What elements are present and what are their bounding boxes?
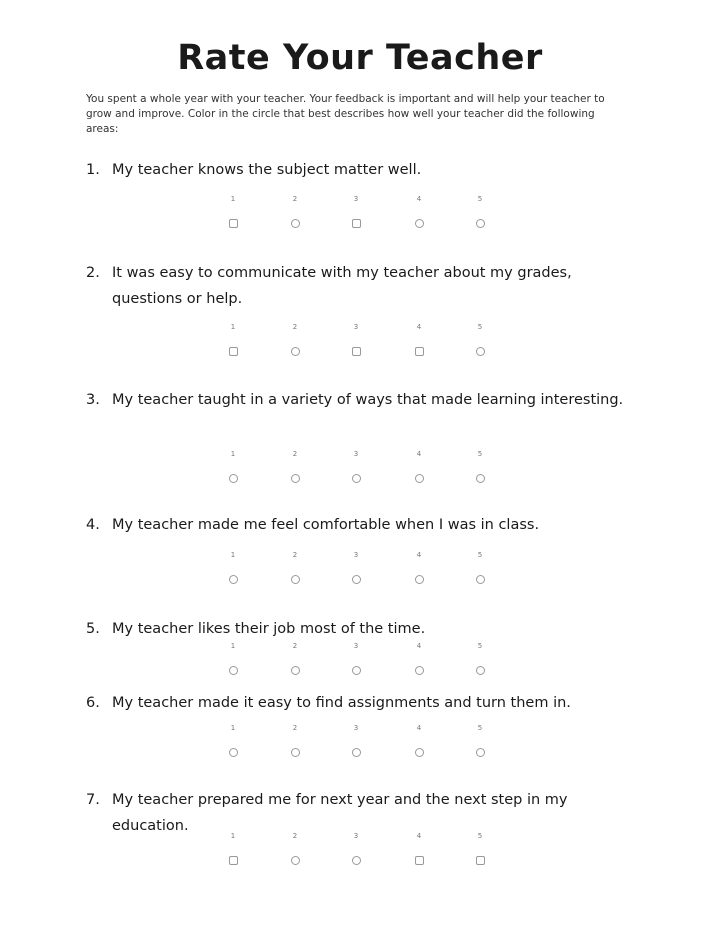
rating-circle[interactable] (476, 575, 485, 584)
rating-circle[interactable] (291, 474, 300, 483)
question-text: It was easy to communicate with my teacher about my grades, questions or help. (112, 265, 572, 307)
rating-option-5 (470, 450, 490, 483)
question-5 (86, 616, 646, 642)
rating-circle[interactable] (291, 666, 300, 675)
question-number: 7. (86, 792, 100, 808)
rating-label: 1 (230, 832, 236, 840)
rating-label: 2 (292, 323, 298, 331)
rating-option-5 (470, 724, 490, 757)
question-7 (86, 787, 646, 839)
rating-option-1 (223, 724, 243, 757)
rating-circle[interactable] (229, 748, 238, 757)
rating-option-1 (223, 323, 243, 356)
rating-circle[interactable] (229, 219, 238, 228)
rating-option-4 (409, 323, 429, 356)
rating-option-2 (285, 195, 305, 228)
rating-label: 1 (230, 323, 236, 331)
question-text: My teacher knows the subject matter well. (112, 162, 422, 178)
rating-circle[interactable] (415, 666, 424, 675)
rating-option-4 (409, 642, 429, 675)
question-text: My teacher likes their job most of the time. (112, 621, 426, 637)
rating-circle[interactable] (476, 666, 485, 675)
rating-label: 4 (416, 724, 422, 732)
rating-label: 3 (353, 195, 359, 203)
instructions-text: You spent a whole year with your teacher. Your feedback is important and will help your teacher to grow and improve. Color in the circle that best describes how well your teacher did the following areas: (86, 93, 605, 135)
rating-option-5 (470, 551, 490, 584)
question-text: My teacher prepared me for next year and the next step in my education. (112, 792, 568, 834)
rating-label: 3 (353, 832, 359, 840)
rating-label: 5 (477, 450, 483, 458)
rating-option-2 (285, 642, 305, 675)
rating-label: 2 (292, 642, 298, 650)
rating-circle[interactable] (476, 219, 485, 228)
rating-option-5 (470, 195, 490, 228)
rating-circle[interactable] (291, 219, 300, 228)
rating-circle[interactable] (415, 575, 424, 584)
rating-circle[interactable] (415, 219, 424, 228)
rating-option-3 (346, 642, 366, 675)
rating-label: 3 (353, 323, 359, 331)
question-3 (86, 387, 646, 413)
question-text: My teacher taught in a variety of ways that made learning interesting. (112, 392, 624, 408)
rating-label: 1 (230, 195, 236, 203)
rating-circle[interactable] (291, 347, 300, 356)
rating-circle[interactable] (415, 474, 424, 483)
rating-option-2 (285, 724, 305, 757)
page-title: Rate Your Teacher (177, 38, 543, 78)
rating-label: 5 (477, 832, 483, 840)
rating-option-1 (223, 450, 243, 483)
rating-label: 5 (477, 724, 483, 732)
rating-label: 4 (416, 195, 422, 203)
rating-option-1 (223, 642, 243, 675)
rating-label: 3 (353, 724, 359, 732)
rating-option-3 (346, 832, 366, 865)
rating-option-2 (285, 832, 305, 865)
rating-label: 2 (292, 724, 298, 732)
rating-label: 5 (477, 551, 483, 559)
rating-circle[interactable] (352, 219, 361, 228)
rating-option-1 (223, 832, 243, 865)
rating-circle[interactable] (352, 474, 361, 483)
rating-label: 1 (230, 551, 236, 559)
rating-label: 3 (353, 450, 359, 458)
question-number: 1. (86, 162, 100, 178)
rating-circle[interactable] (229, 347, 238, 356)
rating-circle[interactable] (229, 856, 238, 865)
rating-label: 1 (230, 642, 236, 650)
rating-label: 4 (416, 450, 422, 458)
rating-option-2 (285, 551, 305, 584)
question-number: 3. (86, 392, 100, 408)
rating-circle[interactable] (415, 748, 424, 757)
rating-option-5 (470, 323, 490, 356)
question-1 (86, 157, 646, 183)
question-4 (86, 512, 646, 538)
rating-label: 1 (230, 450, 236, 458)
question-number: 5. (86, 621, 100, 637)
rating-label: 5 (477, 195, 483, 203)
rating-circle[interactable] (476, 856, 485, 865)
rating-label: 4 (416, 642, 422, 650)
rating-circle[interactable] (229, 575, 238, 584)
question-2 (86, 260, 646, 312)
question-number: 4. (86, 517, 100, 533)
rating-circle[interactable] (291, 575, 300, 584)
rating-label: 2 (292, 195, 298, 203)
rating-option-3 (346, 323, 366, 356)
rating-label: 1 (230, 724, 236, 732)
rating-option-3 (346, 450, 366, 483)
rating-label: 2 (292, 450, 298, 458)
rating-label: 5 (477, 323, 483, 331)
rating-circle[interactable] (352, 347, 361, 356)
rating-label: 2 (292, 551, 298, 559)
rating-label: 5 (477, 642, 483, 650)
rating-circle[interactable] (476, 748, 485, 757)
rating-circle[interactable] (352, 575, 361, 584)
rating-option-5 (470, 642, 490, 675)
rating-circle[interactable] (352, 666, 361, 675)
rating-label: 4 (416, 832, 422, 840)
rating-option-4 (409, 551, 429, 584)
question-number: 2. (86, 265, 100, 281)
rating-label: 2 (292, 832, 298, 840)
rating-option-5 (470, 832, 490, 865)
rating-circle[interactable] (229, 666, 238, 675)
question-text: My teacher made it easy to find assignments and turn them in. (112, 695, 571, 711)
rating-option-3 (346, 724, 366, 757)
rating-label: 4 (416, 323, 422, 331)
rating-circle[interactable] (229, 474, 238, 483)
rating-option-2 (285, 323, 305, 356)
rating-option-3 (346, 195, 366, 228)
rating-circle[interactable] (291, 856, 300, 865)
rating-option-4 (409, 195, 429, 228)
rating-circle[interactable] (352, 748, 361, 757)
question-6 (86, 690, 646, 716)
rating-circle[interactable] (291, 748, 300, 757)
rating-option-1 (223, 195, 243, 228)
rating-option-4 (409, 450, 429, 483)
rating-label: 3 (353, 551, 359, 559)
question-text: My teacher made me feel comfortable when I was in class. (112, 517, 540, 533)
rating-option-4 (409, 832, 429, 865)
rating-circle[interactable] (415, 856, 424, 865)
rating-option-1 (223, 551, 243, 584)
rating-label: 3 (353, 642, 359, 650)
question-number: 6. (86, 695, 100, 711)
rating-label: 4 (416, 551, 422, 559)
rating-circle[interactable] (415, 347, 424, 356)
rating-option-2 (285, 450, 305, 483)
rating-circle[interactable] (476, 474, 485, 483)
rating-option-4 (409, 724, 429, 757)
rating-option-3 (346, 551, 366, 584)
rating-circle[interactable] (476, 347, 485, 356)
rating-circle[interactable] (352, 856, 361, 865)
